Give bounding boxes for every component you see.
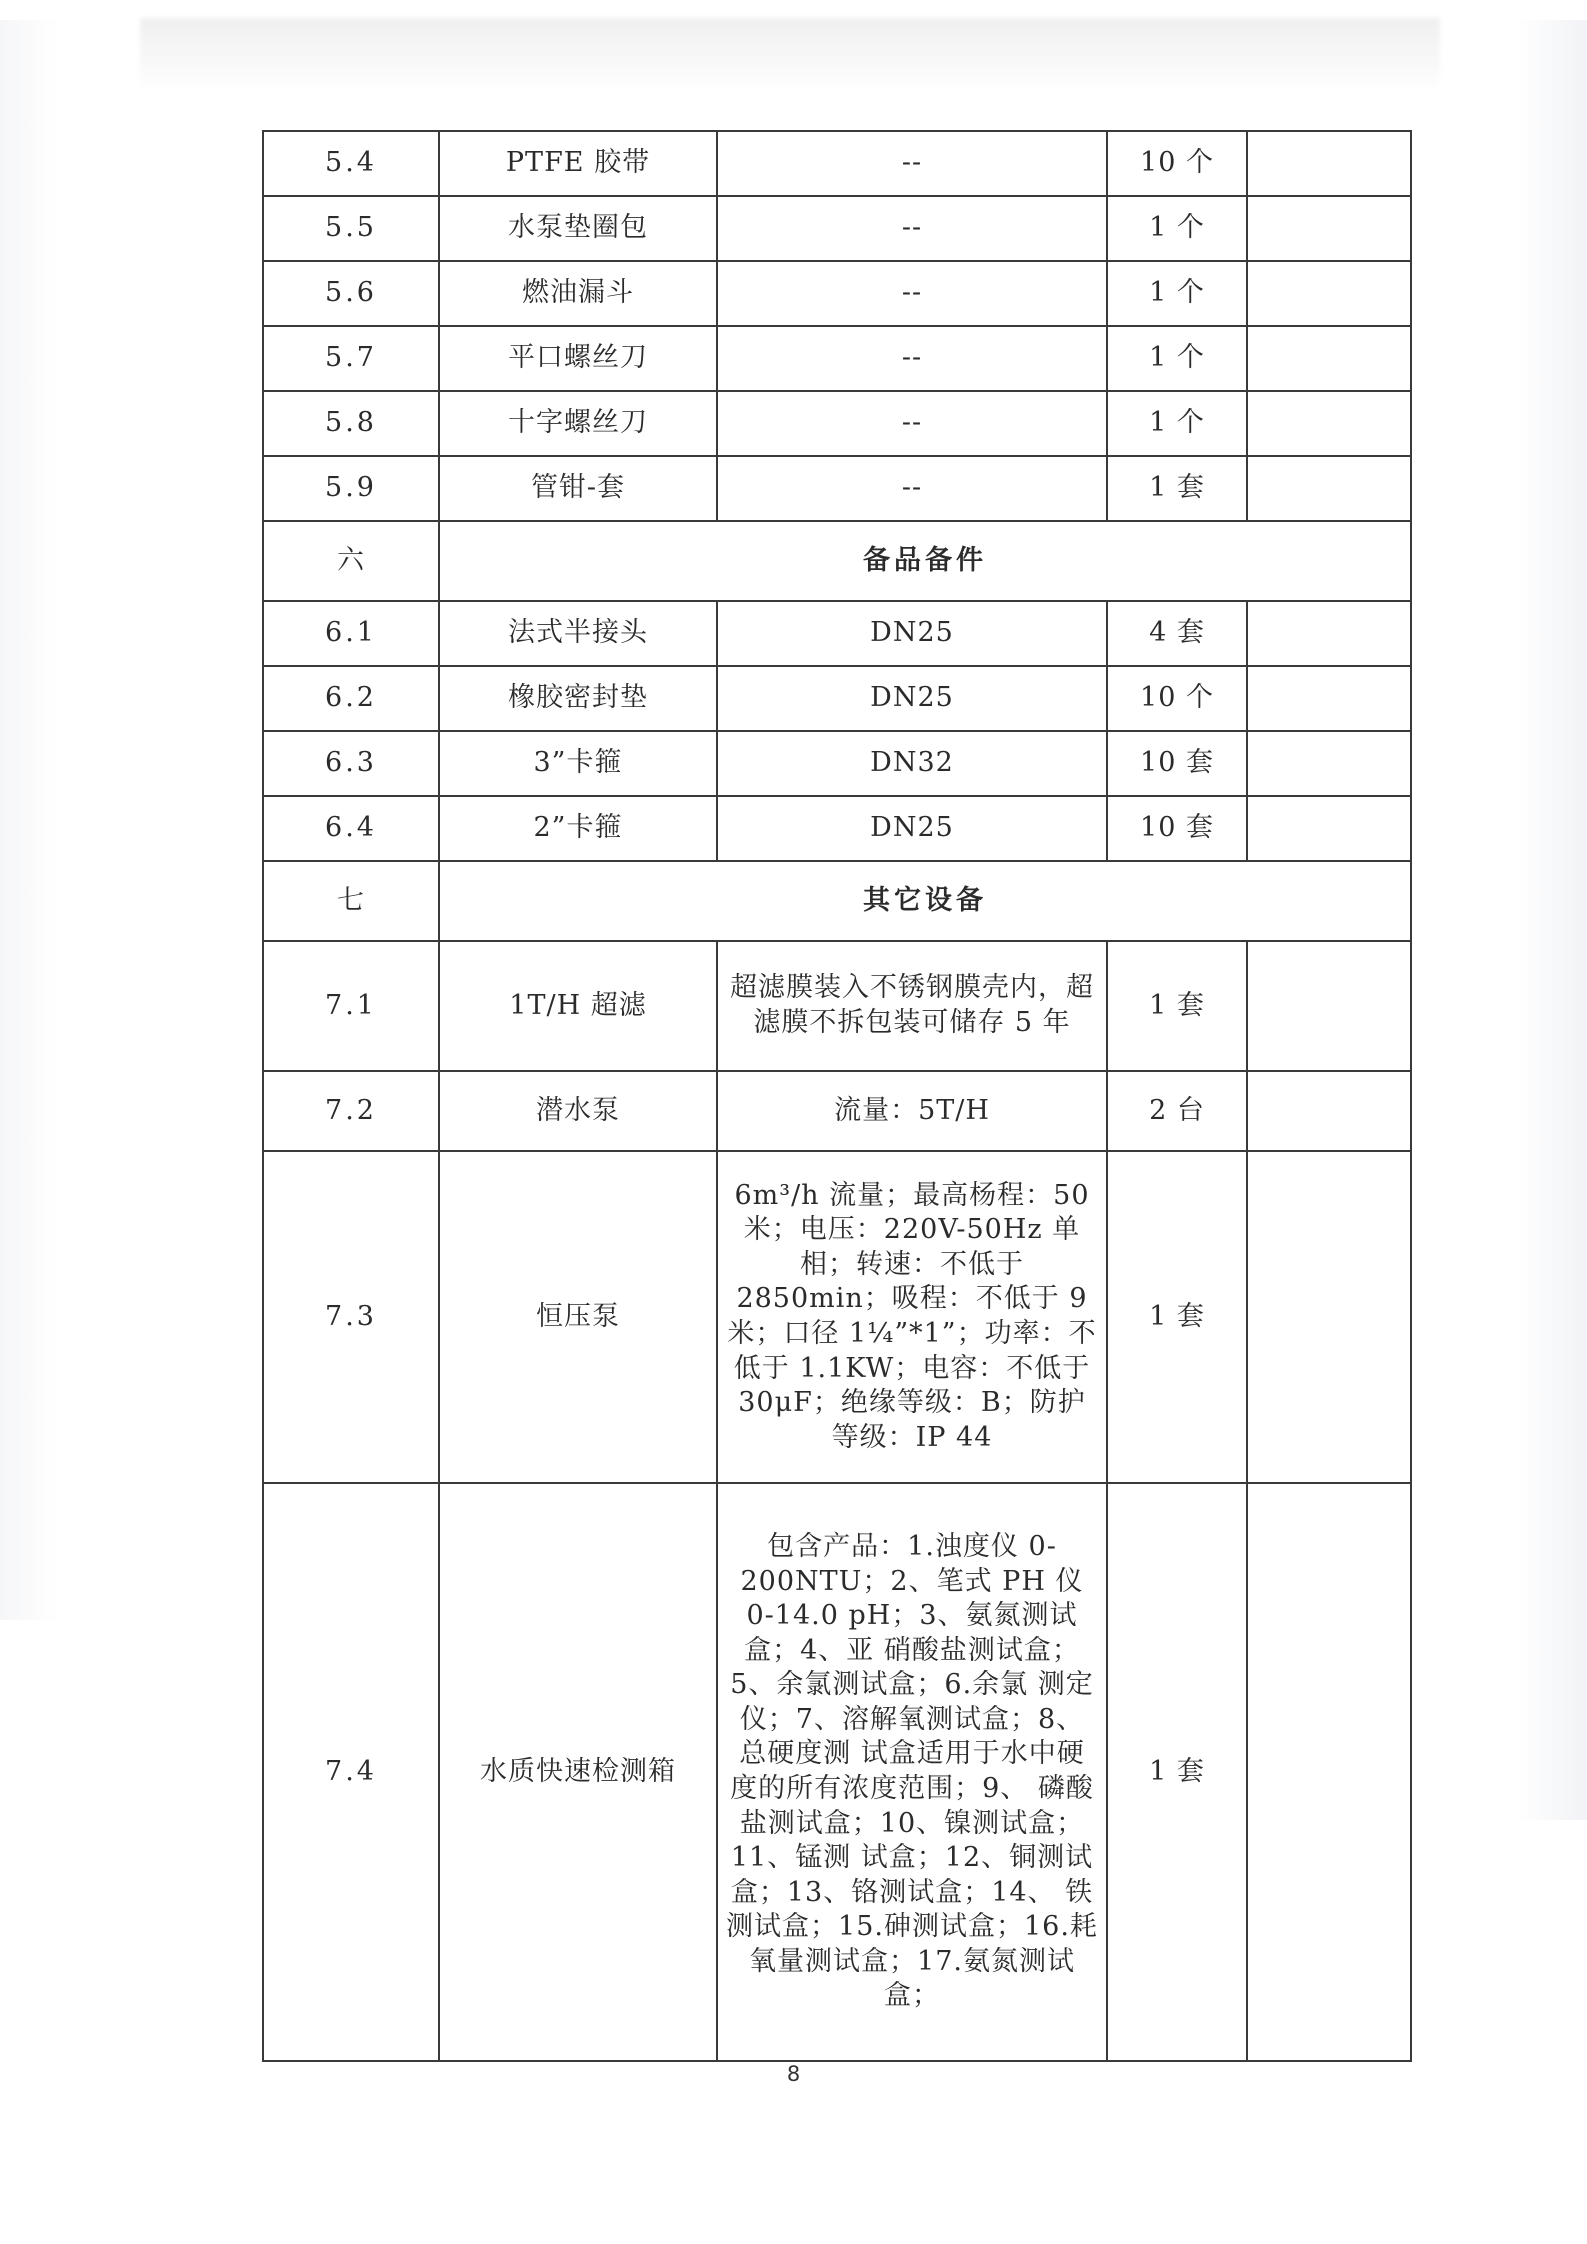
item-spec: DN32 <box>717 731 1107 796</box>
item-spec: -- <box>717 456 1107 521</box>
item-name: 3”卡箍 <box>439 731 717 796</box>
table-row <box>263 326 1411 391</box>
item-quantity: 1 套 <box>1107 456 1247 521</box>
row-number: 5.9 <box>263 456 439 521</box>
section-number: 七 <box>263 861 439 941</box>
item-spec: DN25 <box>717 796 1107 861</box>
item-spec: -- <box>717 326 1107 391</box>
item-name: 水质快速检测箱 <box>439 1483 717 2061</box>
item-remark <box>1247 456 1411 521</box>
item-remark <box>1247 601 1411 666</box>
table-row <box>263 1151 1411 1483</box>
item-name: 橡胶密封垫 <box>439 666 717 731</box>
item-quantity: 10 个 <box>1107 131 1247 196</box>
item-remark <box>1247 261 1411 326</box>
row-number: 6.1 <box>263 601 439 666</box>
item-name: 管钳-套 <box>439 456 717 521</box>
section-title: 备品备件 <box>439 521 1411 601</box>
item-remark <box>1247 196 1411 261</box>
item-name: PTFE 胶带 <box>439 131 717 196</box>
item-name: 法式半接头 <box>439 601 717 666</box>
item-spec: 流量：5T/H <box>717 1071 1107 1151</box>
item-spec: -- <box>717 131 1107 196</box>
item-quantity: 1 套 <box>1107 1483 1247 2061</box>
item-remark <box>1247 1483 1411 2061</box>
item-name: 十字螺丝刀 <box>439 391 717 456</box>
table-row <box>263 391 1411 456</box>
row-number: 7.4 <box>263 1483 439 2061</box>
row-number: 5.4 <box>263 131 439 196</box>
item-remark <box>1247 391 1411 456</box>
item-remark <box>1247 131 1411 196</box>
row-number: 7.3 <box>263 1151 439 1483</box>
item-quantity: 10 套 <box>1107 731 1247 796</box>
row-number: 7.2 <box>263 1071 439 1151</box>
item-remark <box>1247 1071 1411 1151</box>
item-spec: DN25 <box>717 601 1107 666</box>
item-remark <box>1247 796 1411 861</box>
item-name: 恒压泵 <box>439 1151 717 1483</box>
item-remark <box>1247 941 1411 1071</box>
scan-shadow-top <box>140 18 1440 88</box>
row-number: 6.2 <box>263 666 439 731</box>
item-spec: 超滤膜装入不锈钢膜壳内，超滤膜不拆包装可储存 5 年 <box>717 941 1107 1071</box>
row-number: 5.7 <box>263 326 439 391</box>
item-quantity: 10 套 <box>1107 796 1247 861</box>
table-row <box>263 1483 1411 2061</box>
row-number: 5.8 <box>263 391 439 456</box>
item-remark <box>1247 1151 1411 1483</box>
item-quantity: 1 套 <box>1107 941 1247 1071</box>
section-header-row <box>263 521 1411 601</box>
item-remark <box>1247 666 1411 731</box>
item-spec: DN25 <box>717 666 1107 731</box>
item-spec: -- <box>717 196 1107 261</box>
item-spec: -- <box>717 261 1107 326</box>
row-number: 5.5 <box>263 196 439 261</box>
item-quantity: 1 个 <box>1107 261 1247 326</box>
table-row <box>263 666 1411 731</box>
table-row <box>263 456 1411 521</box>
table-row <box>263 731 1411 796</box>
section-number: 六 <box>263 521 439 601</box>
item-spec: -- <box>717 391 1107 456</box>
row-number: 5.6 <box>263 261 439 326</box>
item-name: 1T/H 超滤 <box>439 941 717 1071</box>
item-remark <box>1247 326 1411 391</box>
scan-shadow-right <box>1517 20 1587 1820</box>
equipment-table <box>262 130 1412 2062</box>
item-quantity: 2 台 <box>1107 1071 1247 1151</box>
item-name: 水泵垫圈包 <box>439 196 717 261</box>
item-quantity: 1 套 <box>1107 1151 1247 1483</box>
row-number: 6.3 <box>263 731 439 796</box>
item-quantity: 4 套 <box>1107 601 1247 666</box>
scan-shadow-left <box>0 20 60 1620</box>
item-name: 平口螺丝刀 <box>439 326 717 391</box>
item-name: 2”卡箍 <box>439 796 717 861</box>
item-spec: 6m³/h 流量；最高杨程：50 米；电压：220V-50Hz 单相；转速：不低于 2850min；吸程：不低于 9 米；口径 1¼”*1”；功率：不低于 1.1KW；电容：不低于 30μF；绝缘等级：B；防护等级：IP 44 <box>717 1151 1107 1483</box>
row-number: 6.4 <box>263 796 439 861</box>
table-row <box>263 261 1411 326</box>
section-title: 其它设备 <box>439 861 1411 941</box>
item-quantity: 10 个 <box>1107 666 1247 731</box>
table-row <box>263 1071 1411 1151</box>
item-spec: 包含产品：1.浊度仪 0-200NTU；2、笔式 PH 仪 0-14.0 pH；3、氨氮测试盒；4、亚 硝酸盐测试盒；5、余氯测试盒；6.余氯 测定仪；7、溶解氧测试盒；8、总硬度测 试盒适用于水中硬度的所有浓度范围；9、 磷酸盐测试盒；10、镍测试盒；11、锰测 试盒；12、铜测试盒；13、铬测试盒；14、 铁测试盒；15.砷测试盒；16.耗氧量测试盒；17.氨氮测试盒； <box>717 1483 1107 2061</box>
item-remark <box>1247 731 1411 796</box>
page-number: 8 <box>786 2062 801 2086</box>
table-row <box>263 131 1411 196</box>
item-name: 潜水泵 <box>439 1071 717 1151</box>
row-number: 7.1 <box>263 941 439 1071</box>
item-quantity: 1 个 <box>1107 196 1247 261</box>
item-quantity: 1 个 <box>1107 326 1247 391</box>
table-row <box>263 196 1411 261</box>
item-name: 燃油漏斗 <box>439 261 717 326</box>
table-row <box>263 601 1411 666</box>
item-quantity: 1 个 <box>1107 391 1247 456</box>
table-row <box>263 796 1411 861</box>
section-header-row <box>263 861 1411 941</box>
table-row <box>263 941 1411 1071</box>
